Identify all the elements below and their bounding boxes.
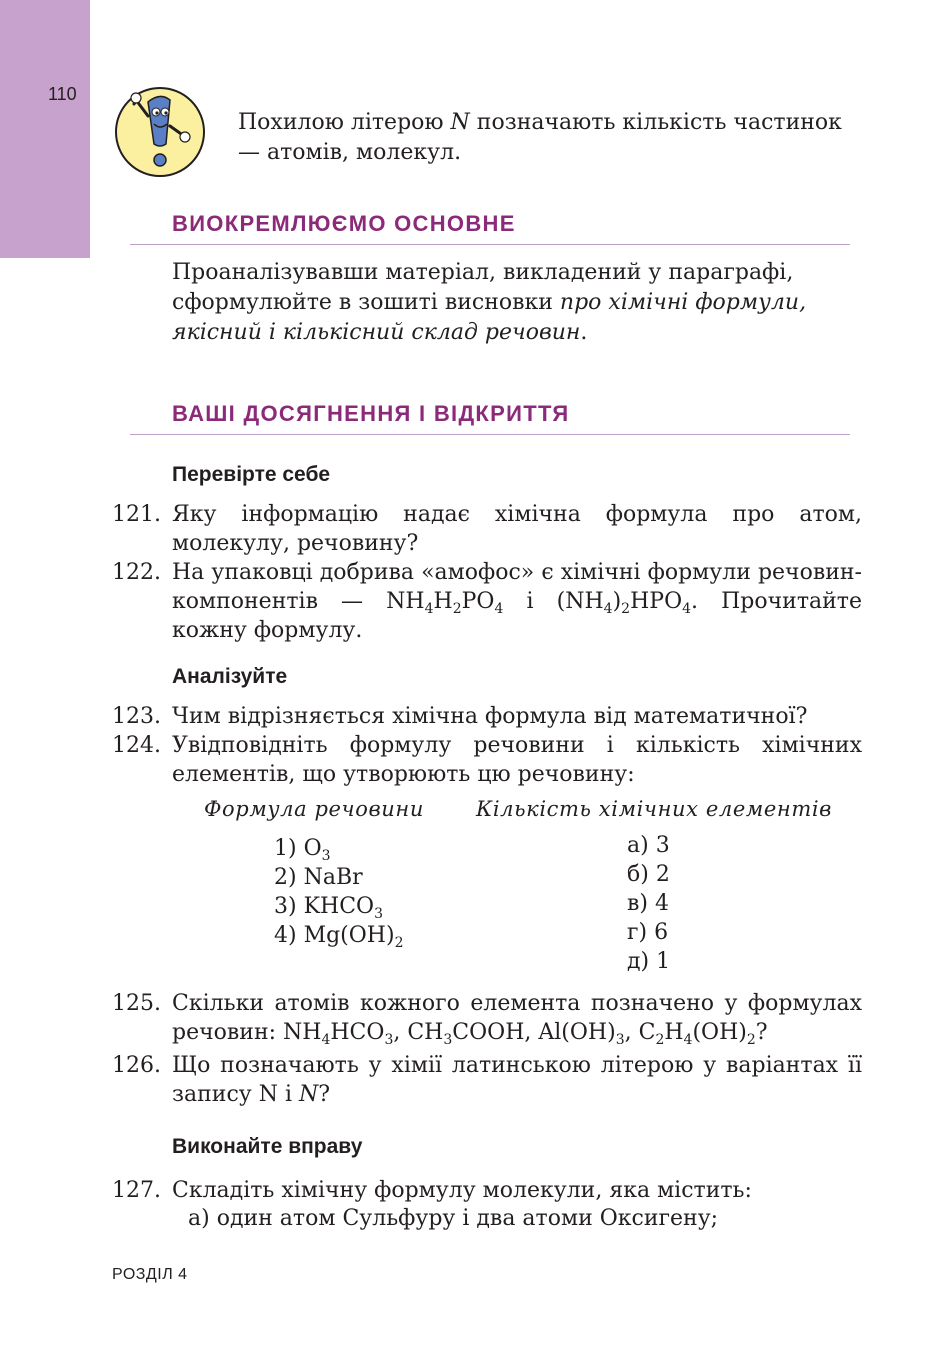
task-number: 121. bbox=[112, 502, 161, 527]
subheading-check-yourself: Перевірте себе bbox=[172, 463, 331, 486]
task-text: Складіть хімічну формулу молекули, яка містить: bbox=[172, 1178, 752, 1203]
task-text: Яку інформацію надає хімічна формула про атом, молекулу, речовину? bbox=[172, 502, 862, 556]
task-text: На упаковці добрива «амофос» є хімічні формули речовин-компонентів — $NH_4H_2PO_4$ і $(NH_4)_2HPO_4$. Прочитайте кожну формулу. bbox=[172, 560, 862, 643]
task-121 bbox=[112, 500, 862, 558]
task-127-item-a: а) один атом Сульфуру і два атоми Оксигену; bbox=[188, 1206, 719, 1231]
formula-item: 3) $KHCO_3$ bbox=[274, 894, 383, 922]
task-127 bbox=[112, 1176, 862, 1205]
answer-item: а) 3 bbox=[627, 833, 670, 858]
task-number: 124. bbox=[112, 733, 161, 758]
task-126 bbox=[112, 1051, 862, 1109]
section-heading-summary: ВИОКРЕМЛЮЄМО ОСНОВНЕ bbox=[172, 211, 516, 236]
task-123 bbox=[112, 702, 862, 731]
task-number: 123. bbox=[112, 704, 161, 729]
answer-item: г) 6 bbox=[627, 920, 669, 945]
footer-chapter: РОЗДІЛ 4 bbox=[112, 1266, 188, 1283]
formula-item: 4) $Mg(OH)_2$ bbox=[274, 923, 404, 951]
chapter-tab bbox=[0, 0, 90, 258]
task-text: Що позначають у хімії латинською літерою у варіантах її запису N і N? bbox=[172, 1053, 862, 1107]
formula: $NH_4HCO_3$, $CH_3COOH$, $Al(OH)_3$, $C_2H_4(OH)_2$? bbox=[283, 1020, 768, 1048]
answer-item: д) 1 bbox=[627, 949, 671, 974]
task-124 bbox=[112, 731, 862, 789]
task-122 bbox=[112, 558, 862, 645]
task-text: Скільки атомів кожного елемента позначено у формулах речовин: $NH_4HCO_3$, $CH_3COOH$, $Al(OH)_3$, $C_2H_4(OH)_2$? bbox=[172, 991, 862, 1048]
heading-rule bbox=[130, 244, 850, 245]
task-125 bbox=[112, 989, 862, 1047]
task-number: 122. bbox=[112, 560, 161, 585]
task-text: Чим відрізняється хімічна формула від математичної? bbox=[172, 704, 808, 729]
exclamation-mascot-icon bbox=[112, 86, 208, 178]
task-number: 126. bbox=[112, 1053, 161, 1078]
task-number: 125. bbox=[112, 991, 161, 1016]
answer-item: в) 4 bbox=[627, 891, 669, 916]
answer-item: б) 2 bbox=[627, 862, 670, 887]
column-heading-formula: Формула речовини bbox=[204, 797, 424, 821]
section-heading-achievements: ВАШІ ДОСЯГНЕННЯ І ВІДКРИТТЯ bbox=[172, 401, 570, 426]
column-heading-element-count: Кількість хімічних елементів bbox=[476, 797, 832, 821]
subheading-analyze: Аналізуйте bbox=[172, 665, 288, 688]
subheading-do-exercise: Виконайте вправу bbox=[172, 1135, 363, 1158]
task-number: 127. bbox=[112, 1178, 161, 1203]
summary-paragraph: Проаналізувавши матеріал, викладений у параграфі, сформулюйте в зошиті висновки про хімічні формули, якісний і кількісний склад речовин. bbox=[172, 260, 807, 345]
formula-item: 2) NaBr bbox=[274, 865, 363, 890]
formula-item: 1) $O_3$ bbox=[274, 836, 331, 864]
margin-note: Похилою літерою N позначають кількість частинок — атомів, молекул. bbox=[238, 110, 842, 165]
formula: $NH_4H_2PO_4$ і $(NH_4)_2HPO_4$ bbox=[386, 589, 692, 617]
task-text: Увідповідніть формулу речовини і кількість хімічних елементів, що утворюють цю речовину: bbox=[172, 733, 862, 787]
heading-rule bbox=[130, 434, 850, 435]
page-number: 110 bbox=[48, 84, 77, 104]
